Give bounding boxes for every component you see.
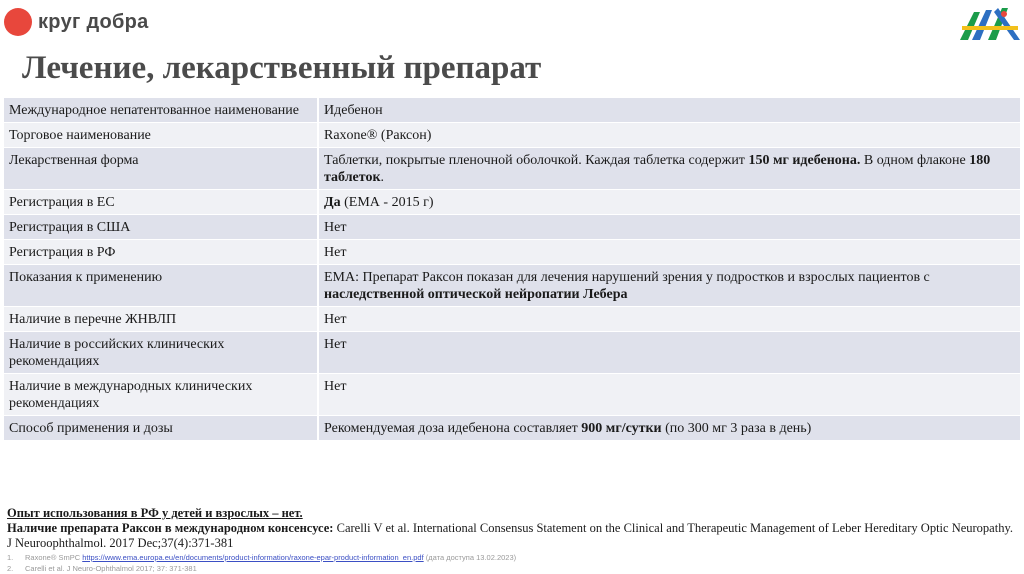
row-label: Наличие в российских клинических рекомендациях — [4, 332, 318, 374]
row-value — [318, 123, 1020, 148]
value-segment: В одном флаконе — [860, 153, 970, 168]
table-row — [4, 240, 1020, 265]
row-value — [318, 190, 1020, 215]
row-value — [318, 416, 1020, 441]
value-segment: наследственной оптической нейропатии Лебера — [324, 287, 628, 302]
table-row — [4, 215, 1020, 240]
value-segment: Raxone® (Раксон) — [324, 128, 432, 143]
value-segment: (ЕМА - 2015 г) — [340, 195, 434, 210]
row-label: Наличие в международных клинических рекомендациях — [4, 374, 318, 416]
logo-text: круг добра — [38, 10, 149, 33]
row-value — [318, 215, 1020, 240]
value-segment: Нет — [324, 312, 347, 327]
row-label: Регистрация в США — [4, 215, 318, 240]
consensus-note — [7, 521, 1019, 551]
footer-notes — [7, 506, 1019, 551]
page-title: Лечение, лекарственный препарат — [22, 50, 542, 86]
row-value — [318, 332, 1020, 374]
value-segment: 150 мг идебенона. — [748, 153, 861, 168]
row-label: Способ применения и дозы — [4, 416, 318, 441]
drug-info-table — [4, 97, 1020, 441]
table-row — [4, 123, 1020, 148]
table-row — [4, 98, 1020, 123]
value-segment: 180 таблеток — [324, 153, 991, 185]
organization-logo-icon — [958, 4, 1022, 44]
value-segment: Идебенон — [324, 103, 383, 118]
value-segment: (по 300 мг 3 раза в день) — [661, 421, 812, 436]
reference-item: 1. Raxone® SmPC https://www.ema.europa.eu/en/documents/product-information/raxone-epar-product-information_en.pdf (дата доступа 13.02.2023) — [7, 553, 517, 562]
value-segment: Нет — [324, 337, 347, 352]
table-row — [4, 190, 1020, 215]
brand-logo — [4, 8, 149, 36]
value-segment: . — [380, 170, 385, 185]
row-value — [318, 148, 1020, 190]
experience-note: Опыт использования в РФ у детей и взрослых – нет. — [7, 506, 303, 520]
table-row — [4, 307, 1020, 332]
table-row — [4, 416, 1020, 441]
value-segment: Рекомендуемая доза идебенона составляет — [324, 421, 582, 436]
row-value — [318, 307, 1020, 332]
row-value — [318, 98, 1020, 123]
row-value — [318, 374, 1020, 416]
value-segment: Нет — [324, 220, 347, 235]
row-label: Регистрация в РФ — [4, 240, 318, 265]
consensus-text: Carelli V et al. International Consensus Statement on the Clinical and Therapeutic Management of Leber Hereditary Optic Neuropathy. J Neuroophthalmol. 2017 Dec;37(4):371-381 — [7, 521, 1014, 550]
row-value — [318, 240, 1020, 265]
logo-circle-icon — [4, 8, 32, 36]
value-segment: Нет — [324, 245, 347, 260]
value-segment: Да — [324, 195, 341, 210]
table-row — [4, 265, 1020, 307]
reference-item: 2. Carelli et al. J Neuro-Ophthalmol 2017; 37: 371-381 — [7, 564, 197, 573]
value-segment: 900 мг/сутки — [581, 421, 662, 436]
table-row — [4, 374, 1020, 416]
row-label: Регистрация в ЕС — [4, 190, 318, 215]
table-row — [4, 332, 1020, 374]
consensus-label: Наличие препарата Раксон в международном консенсусе: — [7, 521, 334, 535]
references — [7, 552, 516, 574]
value-segment: ЕМА: Препарат Раксон показан для лечения нарушений зрения у подростков и взрослых пациентов с — [324, 270, 930, 285]
value-segment: Нет — [324, 379, 347, 394]
reference-link[interactable]: https://www.ema.europa.eu/en/documents/product-information/raxone-epar-product-information_en.pdf — [82, 553, 424, 562]
row-label: Показания к применению — [4, 265, 318, 307]
row-label: Наличие в перечне ЖНВЛП — [4, 307, 318, 332]
row-value — [318, 265, 1020, 307]
row-label: Торговое наименование — [4, 123, 318, 148]
row-label: Международное непатентованное наименование — [4, 98, 318, 123]
table-row — [4, 148, 1020, 190]
value-segment: Таблетки, покрытые пленочной оболочкой. Каждая таблетка содержит — [324, 153, 749, 168]
row-label: Лекарственная форма — [4, 148, 318, 190]
